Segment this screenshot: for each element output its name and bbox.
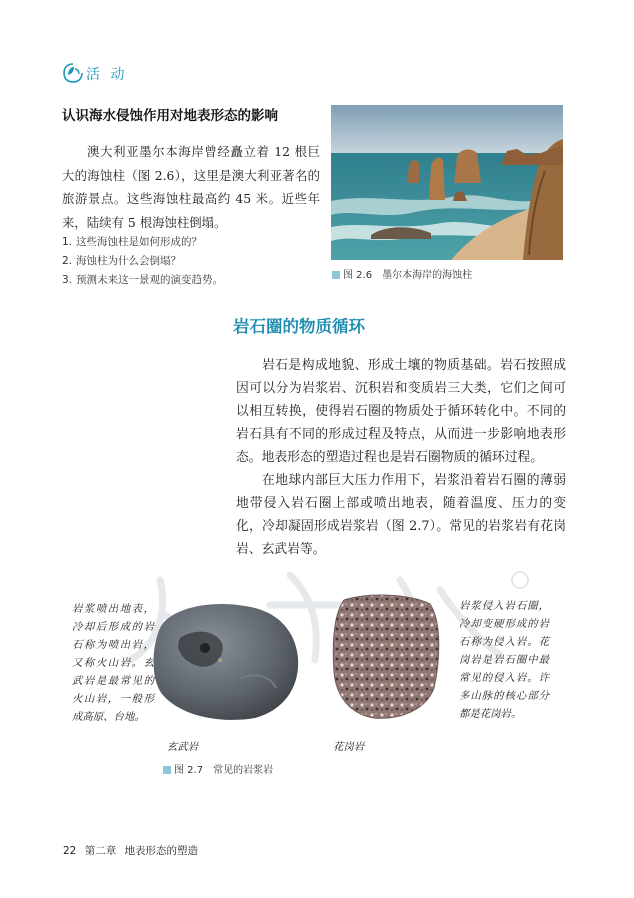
figure-2-6-caption	[332, 266, 472, 281]
question-text: 这些海蚀柱是如何形成的？	[76, 236, 202, 248]
granite-label: 花岗岩	[333, 741, 365, 753]
page-number: 22	[63, 845, 77, 857]
question-item	[62, 233, 322, 252]
activity-title: 认识海水侵蚀作用对地表形态的影响	[62, 108, 278, 124]
section-title: 岩石圈的物质循环	[233, 317, 365, 336]
extrusive-rock-description: 岩浆喷出地表，冷却后形成的岩石称为喷出岩，又称火山岩。玄武岩是最常见的火山岩，一般形成高原、台地。	[72, 603, 154, 723]
chapter-title: 地表形态的塑造	[124, 845, 199, 857]
figure-2-6-caption-text: 图 2.6 墨尔本海岸的海蚀柱	[343, 270, 473, 281]
question-number: 1.	[62, 236, 73, 248]
section-paragraph: 岩石是构成地貌、形成土壤的物质基础。岩石按照成因可以分为岩浆岩、沉积岩和变质岩三大类，它们之间可以相互转换，使得岩石圈的物质处于循环转化中。不同的岩石具有不同的形成过程及特点，从而进一步影响地表形态。地表形态的塑造过程也是岩石圈物质的循环过程。	[236, 358, 566, 465]
caption-square-icon	[163, 766, 171, 774]
intrusive-rock-description: 岩浆侵入岩石圈，冷却变硬形成的岩石称为侵入岩。花岗岩是岩石圈中最常见的侵入岩。许多山脉的核心部分都是花岗岩。	[459, 600, 549, 720]
question-text: 预测未来这一景观的演变趋势。	[76, 274, 223, 286]
figure-2-7-caption	[163, 761, 273, 776]
granite-photo	[330, 592, 442, 722]
basalt-photo	[150, 598, 300, 722]
chapter-number: 第二章	[84, 845, 117, 857]
question-text: 海蚀柱为什么会倒塌？	[76, 255, 181, 267]
basalt-label: 玄武岩	[167, 741, 199, 753]
activity-question-list	[62, 233, 322, 290]
section-paragraph: 在地球内部巨大压力作用下，岩浆沿着岩石圈的薄弱地带侵入岩石圈上部或喷出地表，随着温度、压力的变化，冷却凝固形成岩浆岩（图 2.7）。常见的岩浆岩有花岗岩、玄武岩等。	[236, 473, 566, 557]
page-footer	[63, 843, 203, 858]
caption-square-icon	[332, 271, 340, 279]
activity-icon	[62, 61, 84, 85]
question-number: 2.	[62, 255, 73, 267]
activity-label: 活 动	[86, 67, 128, 83]
question-item	[62, 271, 322, 290]
activity-paragraph: 澳大利亚墨尔本海岸曾经矗立着 12 根巨大的海蚀柱（图 2.6），这里是澳大利亚著名的旅游景点。这些海蚀柱最高约 45 米。近些年来，陆续有 5 根海蚀柱倒塌。	[62, 144, 320, 230]
question-item	[62, 252, 322, 271]
figure-2-7-caption-text: 图 2.7 常见的岩浆岩	[174, 765, 274, 776]
sea-stacks-photo	[331, 105, 563, 260]
question-number: 3.	[62, 274, 73, 286]
